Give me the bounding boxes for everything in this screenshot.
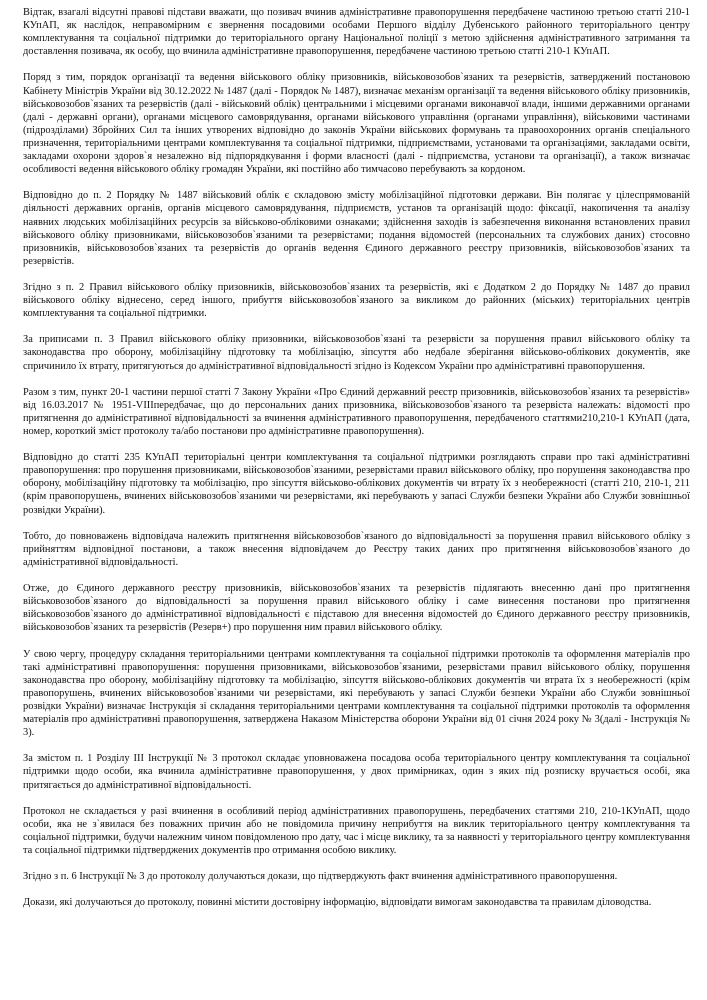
paragraph-9: Отже, до Єдиного державного реєстру призовників, військовозобов`язаних та резервістів підлягають внесенню дані про притягнення військовозобов`язаного до відповідальності за порушення правил військового обліку і саме винесення постанови про притягнення військовозобов`язаного до адміністративної відповідальності є підставою для внесення відомостей до Єдиного державного реєстру призовників, військовозобов`язаних та резервістів (Резерв+) про порушення ним правил військового обліку. — [23, 583, 690, 634]
paragraph-4: Згідно з п. 2 Правил військового обліку призовників, військовозобов`язаних та резервістів, які є Додатком 2 до Порядку № 1487 до правил військового обліку віднесено, серед іншого, прибуття військовозобов`язаного за викликом до районних (міських) територіальних центрів комплектування та соціальної підтримки. — [23, 281, 690, 320]
paragraph-10: У свою чергу, процедуру складання територіальними центрами комплектування та соціальної підтримки протоколів та оформлення матеріалів про такі адміністративні правопорушення: порушення призовниками, військовозобов`язаними, резервістами правил військового обліку, порушення законодавства про оборону, мобілізаційну підготовку та мобілізацію, зіпсуття військово-облікових документів чи втрата їх з необережності (крім правопорушень, вчинених військовозобов`язаними чи резервістами, які перебувають у запасі Служби безпеки України або Служби зовнішньої розвідки України) визначає Інструкція зі складання територіальними центрами комплектування та соціальної підтримки протоколів та оформлення матеріалів про адміністративні правопорушення, затверджена Наказом Міністерства оборони України від 01 січня 2024 року № 3(далі - Інструкція № 3). — [23, 648, 690, 739]
paragraph-2: Поряд з тим, порядок організації та ведення військового обліку призовників, військовозобов`язаних та резервістів, затверджений постановою Кабінету Міністрів України від 30.12.2022 № 1487 (далі - Порядок № 1487), визначає механізм організації та ведення військового обліку призовників, військовозобов`язаних та резервістів (далі - військовий облік) центральними і місцевими органами виконавчої влади, іншими державними органами (далі - державні органи), органами місцевого самоврядування, органами військового управління (органами управління), військовими частинами (підрозділами) Збройних Сил та інших утворених відповідно до законів України військових формувань та правоохоронних органів спеціального призначення, територіальними центрами комплектування та соціальної підтримки, підприємствами, установами та організаціями, закладами освіти, закладами охорони здоров`я незалежно від підпорядкування і форми власності (далі - підприємства, установи та організації), а також визначає особливості ведення військового обліку громадян України, які постійно або тимчасово перебувають за кордоном. — [23, 72, 690, 176]
paragraph-1: Відтак, взагалі відсутні правові підстави вважати, що позивач вчинив адміністративне правопорушення передбачене частиною третьою статті 210-1 КУпАП, як наслідок, неправомірним є звернення посадовими особами Першого відділу Дубенського районного територіального центру комплектування та соціальної підтримки до територіального органу Національної поліції з метою здійснення адміністративного затримання та доставлення позивача, як особу, що вчинила адміністративне правопорушення, передбачене частиною третьою статті 210-1 КУпАП. — [23, 7, 690, 58]
paragraph-6: Разом з тим, пункт 20-1 частини першої статті 7 Закону України «Про Єдиний державний реєстр призовників, військовозобов`язаних та резервістів» від 16.03.2017 № 1951-VIIIпередбачає, що до персональних даних призовника, військовозобов`язаного та резервіста належать: відомості про притягнення до адміністративної відповідальності за вчинення адміністративного правопорушення, передбаченого статтями210,210-1 КУпАП (дата, номер, короткий зміст протоколу та/або постанови про адміністративне правопорушення). — [23, 386, 690, 437]
paragraph-14: Докази, які долучаються до протоколу, повинні містити достовірну інформацію, відповідати вимогам законодавства та правилам діловодства. — [23, 897, 652, 909]
paragraph-11: За змістом п. 1 Розділу ІІІ Інструкції № 3 протокол складає уповноважена посадова особа територіального центру комплектування та соціальної підтримки щодо особи, яка вчинила адміністративне правопорушення, у двох примірниках, один з яких під розписку вручається особі, яка притягається до адміністративної відповідальності. — [23, 753, 690, 791]
paragraph-5: За приписами п. 3 Правил військового обліку призовники, військовозобов`язані та резервісти за порушення правил військового обліку та законодавства про оборону, мобілізаційну підготовку та мобілізацію, зіпсуття або недбале зберігання військово-облікових документів, яке спричинило їх втрату, притягуються до адміністративної відповідальності згідно із Кодексом України про адміністративні правопорушення. — [23, 334, 690, 372]
paragraph-7: Відповідно до статті 235 КУпАП територіальні центри комплектування та соціальної підтримки розглядають справи про такі адміністративні правопорушення: про порушення призовниками, військовозобов`язаними, резервістами правил військового обліку, про порушення законодавства про оборону, мобілізаційну підготовку та мобілізацію, про зіпсуття військово-облікових документів чи втрату їх з необережності (статті 210, 210-1, 211 (крім правопорушень, вчинених військовозобов`язаними чи резервістами, які перебувають у запасі Служби безпеки України або Служби зовнішньої розвідки України). — [23, 452, 690, 516]
paragraph-8: Тобто, до повноважень відповідача належить притягнення військовозобов`язаного до відповідальності за порушення правил військового обліку з прийняттям відповідної постанови, а також внесення відповідачем до Реєстру таких даних про притягнення військовозобов`язаного до адміністративної відповідальності. — [23, 530, 690, 568]
paragraph-3: Відповідно до п. 2 Порядку № 1487 військовий облік є складовою змісту мобілізаційної підготовки держави. Він полягає у цілеспрямованій діяльності державних органів, органів місцевого самоврядування, підприємств, установ та організацій щодо: фіксації, накопичення та аналізу наявних людських мобілізаційних ресурсів за військово-обліковими ознаками; здійснення заходів із забезпечення виконання встановлених правил військового обліку призовниками, військовозобов`язаними та резервістами; подання відомостей (персональних та службових даних) стосовно призовників, військовозобов`язаних та резервістів до органів ведення Єдиного державного реєстру призовників, військовозобов`язаних та резервістів. — [23, 190, 690, 267]
paragraph-12: Протокол не складається у разі вчинення в особливий період адміністративних правопорушень, передбачених статтями 210, 210-1КУпАП, щодо особи, яка не з`явилася без поважних причин або не повідомила причину неприбуття на виклик територіального центру комплектування та соціальної підтримки, будучи належним чином повідомленою про дату, час і місце виклику, та за наявності у територіального центру комплектування та соціальної підтримки підтверджених документів про отримання особою виклику. — [23, 805, 690, 856]
paragraph-13: Згідно з п. 6 Інструкції № 3 до протоколу долучаються докази, що підтверджують факт вчинення адміністративного правопорушення. — [23, 871, 618, 883]
